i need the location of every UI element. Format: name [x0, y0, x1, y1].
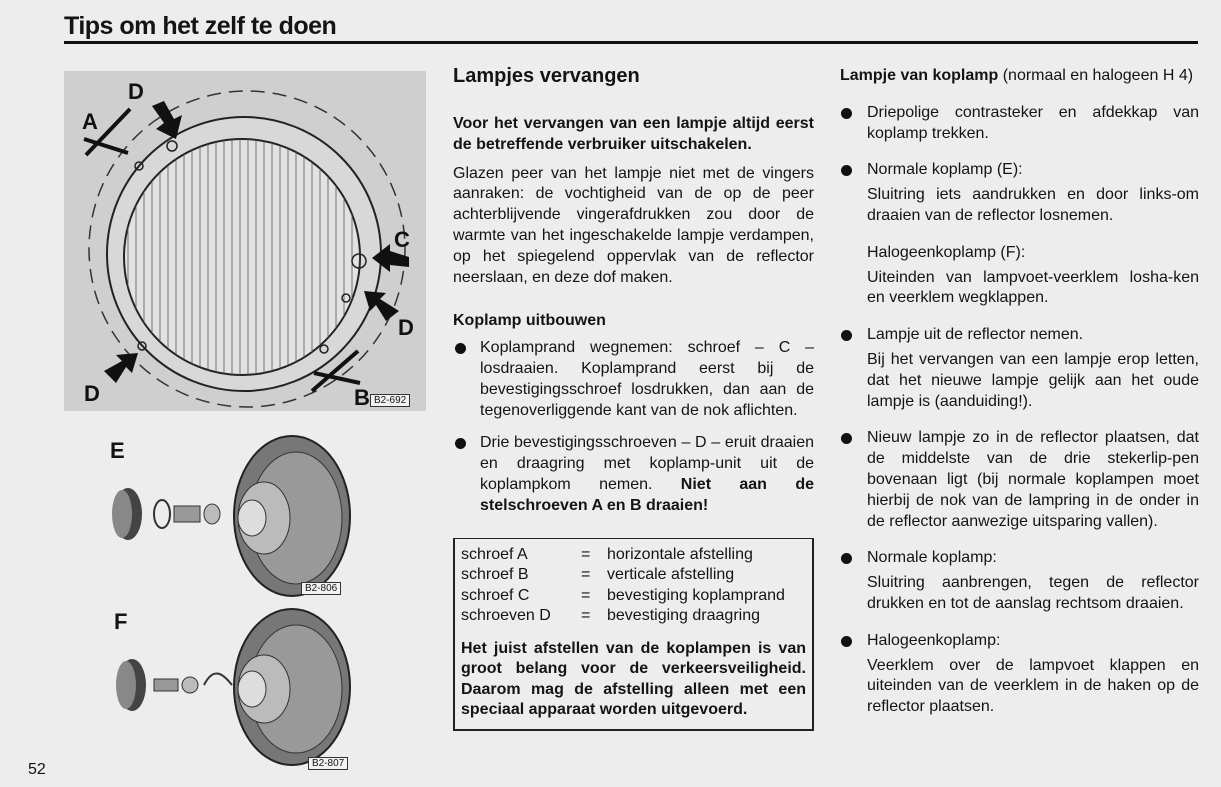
bullet-koplamprand: Koplamprand wegnemen: schroef – C – losdraaien. Koplamprand eerst bij de bevestigingsschroef losdrukken, dan aan de tegenoverliggende kant van de nok aflichten.	[453, 338, 814, 421]
table-row	[461, 545, 785, 566]
exploded-e-drawing	[64, 426, 426, 611]
page-number: 52	[28, 761, 46, 778]
table-key: schroef C	[461, 586, 530, 604]
table-key: schroeven D	[461, 607, 551, 625]
sub-halogeen-f: Uiteinden van lampvoet-veerklem losha-ken en veerklem wegklappen.	[867, 268, 1199, 307]
figure-ref-3: B2-807	[308, 757, 348, 770]
bullet-2-bold: Niet aan de stelschroeven A en B draaien!	[480, 475, 814, 514]
box-warning: Het juist afstellen van de koplampen is van groot belang voor de verkeersveiligheid. Daarom mag de afstelling alleen met een speciaal apparaat worden uitgevoerd.	[461, 639, 806, 719]
sub-halogeenkoplamp: Veerklem over de lampvoet klappen en uiteinden van de veerklem in de haken op de reflector plaatsen.	[867, 656, 1199, 716]
sub-normale-koplamp-e: Sluitring iets aandrukken en door links-om draaien van de reflector losnemen.	[867, 186, 1199, 224]
headlamp-front-drawing	[64, 71, 426, 411]
sub-normale-koplamp: Sluitring aanbrengen, tegen de reflector drukken en tot de aanslag rechtsom draaien.	[867, 574, 1199, 612]
sub-halogeen-f-title: Halogeenkoplamp (F):	[867, 243, 1026, 261]
bullet-normale-koplamp: Normale koplamp:	[840, 548, 1199, 569]
warning-lead: Voor het vervangen van een lampje altijd eerst de betreffende verbruiker uitschakelen.	[453, 115, 814, 153]
figure-ref-1: B2-692	[370, 394, 410, 407]
adjustment-box	[453, 538, 814, 731]
section-title-lampjes: Lampjes vervangen	[453, 65, 640, 87]
table-eq: =	[581, 586, 591, 604]
figure-label-f: F	[114, 609, 128, 634]
right-heading-bold: Lampje van koplamp	[840, 67, 999, 84]
bullet-bevestigingsschroeven	[453, 433, 814, 516]
headlamp-front-figure	[64, 71, 426, 411]
intro-paragraph: Glazen peer van het lampje niet met de vingers aanraken: de vochtigheid van de op de peer achterblijvende vingerafdrukken zou door de warmte van het ingeschakelde lampje verdampen, op het spiegelend oppervlak van de reflector neerslaan, en deze dof maken.	[453, 164, 814, 286]
table-key: schroef B	[461, 566, 529, 584]
table-row	[461, 586, 785, 607]
label-d-right: D	[398, 315, 414, 340]
label-c: C	[394, 227, 410, 252]
middle-column	[453, 64, 814, 731]
table-value: bevestiging draagring	[607, 607, 760, 625]
right-column	[840, 66, 1199, 718]
label-b: B	[354, 385, 370, 410]
page-title: Tips om het zelf te doen	[64, 12, 337, 40]
table-key: schroef A	[461, 545, 528, 563]
sub-lampje-nemen: Bij het vervangen van een lampje erop letten, dat het nieuwe lampje gelijk aan het oude lampje is (aanduiding!).	[867, 350, 1199, 410]
exploded-f-drawing	[64, 605, 426, 775]
figure-ref-2: B2-806	[301, 582, 341, 595]
table-value: horizontale afstelling	[607, 545, 753, 563]
headlamp-exploded-f-figure	[64, 605, 426, 775]
bullet-nieuw-lampje: Nieuw lampje zo in de reflector plaatsen, dat de middelste van de drie stekerlip-pen bovenaan ligt (bij normale koplampen moet hierbij de nok van de lampring in de onder in de reflector aanwezige uitsparing vallen).	[840, 428, 1199, 532]
section-title-uitbouwen: Koplamp uitbouwen	[453, 312, 606, 330]
right-heading	[840, 66, 1199, 87]
table-eq: =	[581, 566, 591, 584]
label-a: A	[82, 109, 98, 134]
bullet-halogeenkoplamp: Halogeenkoplamp:	[840, 631, 1199, 652]
label-d-left: D	[84, 381, 100, 406]
headlamp-exploded-e-figure	[64, 426, 426, 611]
table-value: verticale afstelling	[607, 566, 735, 584]
label-d-top: D	[128, 79, 144, 104]
bullet-normale-koplamp-e: Normale koplamp (E):	[840, 160, 1199, 181]
table-row	[461, 606, 785, 627]
table-row	[461, 565, 785, 586]
table-eq: =	[581, 545, 591, 563]
table-value: bevestiging koplamprand	[607, 586, 785, 604]
bullet-contrasteker: Driepolige contrasteker en afdekkap van koplamp trekken.	[840, 103, 1199, 145]
bullet-lampje-nemen: Lampje uit de reflector nemen.	[840, 325, 1199, 346]
screw-table	[461, 545, 785, 627]
figure-label-e: E	[110, 438, 125, 463]
table-eq: =	[581, 607, 591, 625]
right-heading-rest: (normaal en halogeen H 4)	[998, 67, 1194, 84]
bullet-2-text: Drie bevestigingsschroeven – D – eruit draaien en draagring met koplamp-unit uit de koplampkom nemen.	[480, 434, 814, 493]
title-rule	[64, 41, 1198, 44]
